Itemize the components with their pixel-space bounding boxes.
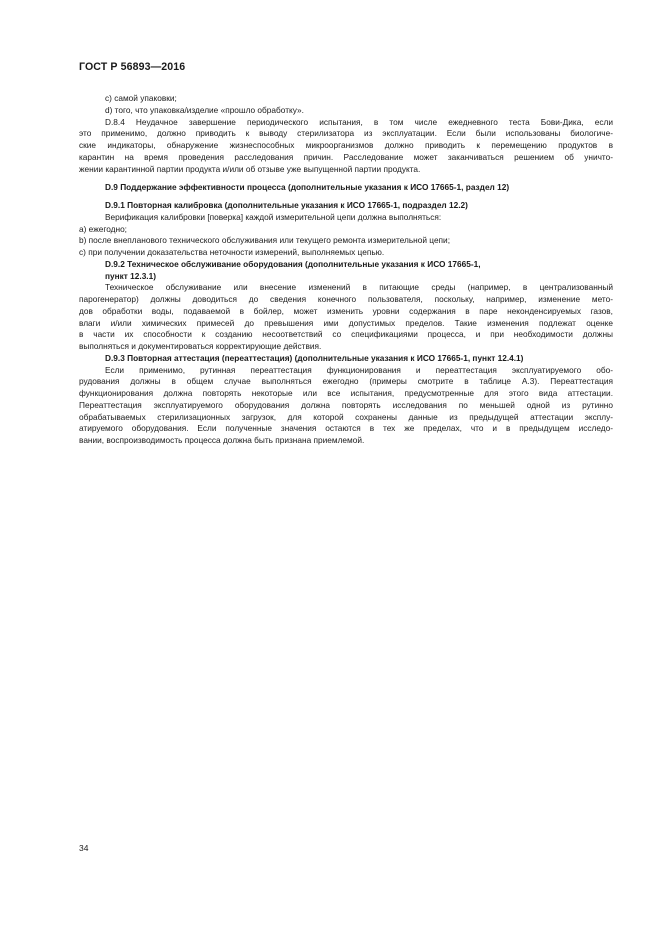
text-line: вании, воспроизводимость процесса должна быть признана приемлемой. xyxy=(79,435,365,445)
subsection-heading-d92: D.9.2 Техническое обслуживание оборудования (дополнительные указания к ИСО 17665-1, xyxy=(105,258,481,269)
text-line: это применимо, должно приводить к выводу стерилизатора из эксплуатации. Если были использованы биологиче- xyxy=(79,128,613,139)
section-heading-d9: D.9 Поддержание эффективности процесса (дополнительные указания к ИСО 17665-1, раздел 12) xyxy=(105,182,510,193)
text-line: в части их способности к созданию несоответствий со спецификациями процесса, и при необходимости должны xyxy=(79,329,613,340)
document-header-title: ГОСТ Р 56893—2016 xyxy=(79,61,186,73)
text-line: Если применимо, рутинная переаттестация функционирования и переаттестация эксплуатируемого обо- xyxy=(105,364,613,375)
text-line: Переаттестация эксплуатируемого оборудования должна повторять исследования по меньшей одной из рутинно xyxy=(79,399,613,410)
text-line: парогенератор) должны доводиться до сведения конечного пользователя, поскольку, например, изменение мето- xyxy=(79,294,613,304)
list-item-d: d) того, что упаковка/изделие «прошло обработку». xyxy=(105,104,304,115)
text-line: дов обработки воды, подаваемой в бойлер, может изменить уровни содержания в паре неконденсируемых газов, xyxy=(79,305,613,316)
spacer xyxy=(79,175,613,182)
text-line: ские индикаторы, обнаружение жизнеспособных микроорганизмов должно приводить к перемещению продуктов в xyxy=(79,140,613,150)
subsection-heading-d93: D.9.3 Повторная аттестация (переаттестация) (дополнительные указания к ИСО 17665-1, пункт 12.4.1) xyxy=(105,352,524,363)
text-line: жении карантинной партии продукта и/или об отзыве уже выпущенной партии продукта. xyxy=(79,163,421,174)
paragraph-intro: Верификация калибровки [поверка] каждой измерительной цепи должна выполняться: xyxy=(105,211,442,222)
list-item-b: b) после внепланового технического обслуживания или текущего ремонта измерительной цепи; xyxy=(79,235,450,246)
text-line: обрабатываемых стерилизационных загрузок, для которой сохранены данные из предыдущей аттестации эксплу- xyxy=(79,411,613,422)
document-body xyxy=(79,93,613,447)
list-item-c: c) самой упаковки; xyxy=(105,93,177,103)
text-line: атируемого оборудования. Если полученные значения остаются в тех же пределах, что и в предыдущем исследо- xyxy=(79,423,613,434)
text-line: Техническое обслуживание или внесение изменений в питающие среды (например, в централизованный xyxy=(105,282,613,293)
list-item-c2: c) при получении доказательства неточности измерений, выполняемых цепью. xyxy=(79,247,385,257)
text-line: функционирования должна повторять некоторые или все испытания, предусмотренные для этого вида аттестации. xyxy=(79,388,613,398)
paragraph-d93 xyxy=(79,365,613,447)
list-item-a: a) ежегодно; xyxy=(79,223,127,234)
text-line: влаги и/или химических примесей до превышения ими допустимых пределов. Такие изменения подлежат оценке xyxy=(79,317,613,328)
subsection-heading-d91: D.9.1 Повторная калибровка (дополнительные указания к ИСО 17665-1, подраздел 12.2) xyxy=(105,200,468,210)
text-line: рудования должны в общем случае выполняться ежегодно (примеры смотрите в таблице А.3). Переаттестация xyxy=(79,376,613,387)
text-line: карантин на время проведения расследования причин. Расследование может заканчиваться решением об уничто- xyxy=(79,151,613,162)
paragraph-d92 xyxy=(79,282,613,353)
paragraph-d84 xyxy=(79,117,613,176)
text-line: выполняться и документироваться корректирующие действия. xyxy=(79,341,322,351)
text-line: D.8.4 Неудачное завершение периодического испытания, в том числе ежедневного теста Бови-Дика, если xyxy=(105,116,613,127)
subsection-heading-d92-cont: пункт 12.3.1) xyxy=(105,270,156,281)
page-number: 34 xyxy=(79,843,89,853)
